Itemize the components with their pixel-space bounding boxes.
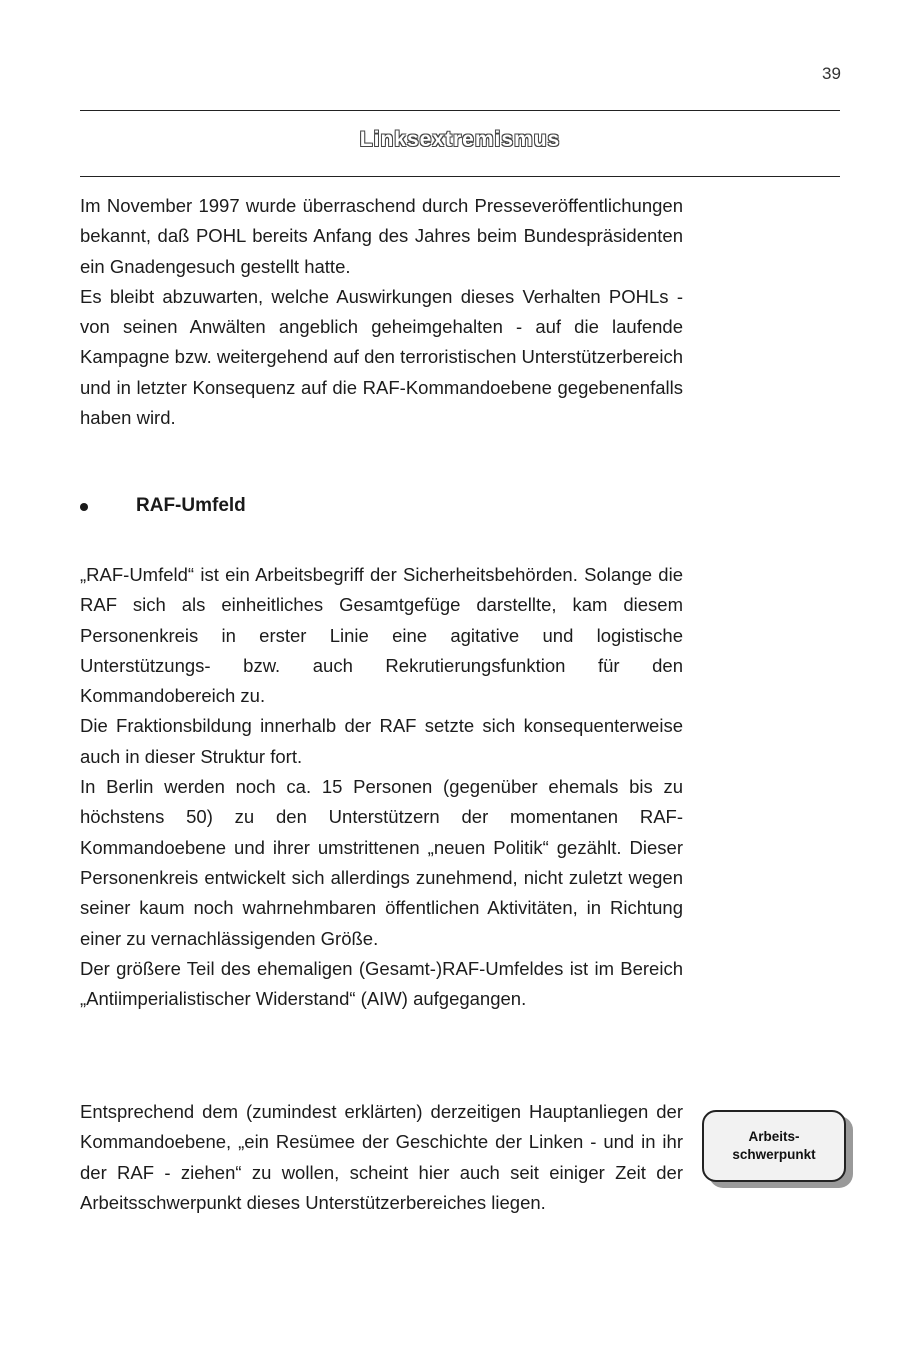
paragraph-text: Es bleibt abzuwarten, welche Auswirkungen dieses Verhalten POHLs - von seinen Anwälten angeblich geheimgehalten - auf die laufende Kampagne bzw. weitergehend auf den terroristischen Unterstützerbereich und in letzter Konsequenz auf die RAF-Kommandoebene gegebenenfalls haben wird.	[80, 285, 683, 429]
header-rule-bottom	[80, 176, 840, 177]
margin-note-label: Arbeits- schwerpunkt	[732, 1129, 816, 1162]
paragraph-text: „RAF-Umfeld“ ist ein Arbeitsbegriff der Sicherheitsbehörden. Solange die RAF sich als einheitliches Gesamtgefüge darstellte, kam diesem Personenkreis in erster Linie eine agitative und logistische Unterstützungs- bzw. auch Rekrutierungsfunktion für den Kommandobereich zu.	[80, 564, 683, 707]
header-rule-top	[80, 110, 840, 111]
paragraph-pohl	[80, 191, 683, 433]
page-number: 39	[822, 64, 841, 83]
paragraph-arbeitsschwerpunkt	[80, 1097, 683, 1218]
paragraph-text: Der größere Teil des ehemaligen (Gesamt-)RAF-Umfeldes ist im Bereich „Antiimperialistischer Widerstand“ (AIW) aufgegangen.	[80, 957, 683, 1010]
paragraph-text: Im November 1997 wurde überraschend durch Presseveröffentlichungen bekannt, daß POHL bereits Anfang des Jahres beim Bundespräsidenten ein Gnadengesuch gestellt hatte.	[80, 195, 683, 277]
paragraph-raf-umfeld	[80, 560, 683, 1014]
margin-note-box	[702, 1110, 846, 1182]
paragraph-text: In Berlin werden noch ca. 15 Personen (gegenüber ehemals bis zu höchstens 50) zu den Unterstützern der momentanen RAF-Kommandoebene und ihrer umstrittenen „neuen Politik“ gezählt. Dieser Personenkreis entwickelt sich allerdings zunehmend, nicht zuletzt wegen seiner kaum noch wahrnehmbaren öffentlichen Aktivitäten, in Richtung einer zu vernachlässigenden Größe.	[80, 776, 683, 949]
paragraph-text: Entsprechend dem (zumindest erklärten) derzeitigen Hauptanliegen der Kommandoebene, „ein Resümee der Geschichte der Linken - und in ihr der RAF - ziehen“ zu wollen, scheint hier auch seit einiger Zeit der Arbeitsschwerpunkt dieses Unterstützerbereiches liegen.	[80, 1101, 683, 1213]
bullet-icon	[80, 503, 88, 511]
paragraph-text: Die Fraktionsbildung innerhalb der RAF setzte sich konsequenterweise auch in dieser Struktur fort.	[80, 715, 683, 767]
section-heading-raf-umfeld	[80, 495, 246, 517]
section-title: Linksextremismus	[359, 128, 561, 151]
section-heading-label: RAF-Umfeld	[136, 495, 246, 516]
